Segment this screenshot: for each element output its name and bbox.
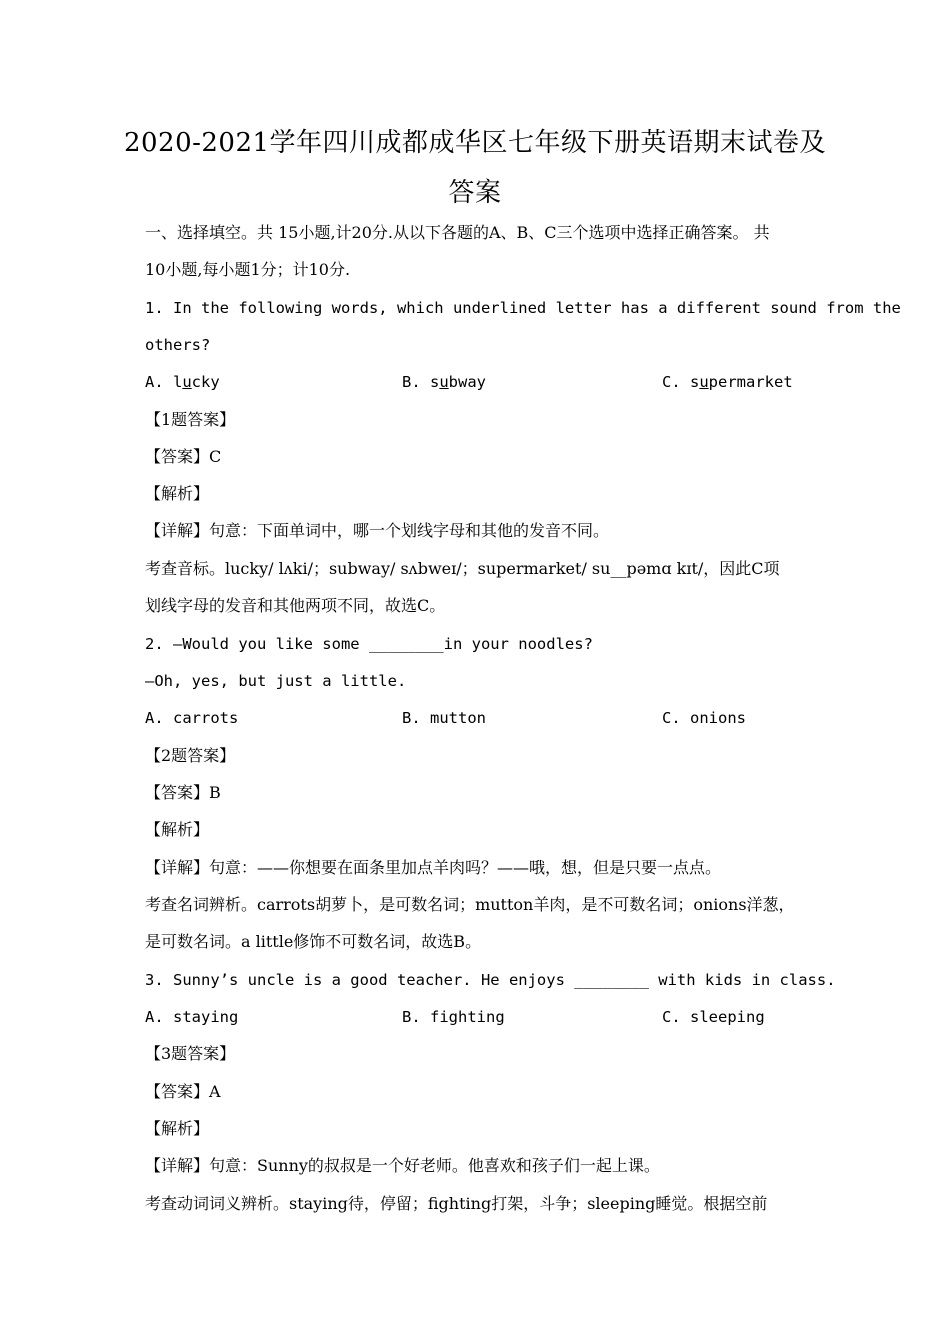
q3-answer: 【答案】A [145, 1082, 221, 1101]
section-instructions-line-1: 一、选择填空。共 15小题,计20分.从以下各题的A、B、C三个选项中选择正确答案。 共 [145, 223, 770, 242]
q3-analysis-label: 【解析】 [145, 1119, 210, 1138]
q1-option-a [145, 371, 220, 393]
q1-explanation-line-2: 划线字母的发音和其他两项不同，故选C。 [145, 596, 446, 615]
q1-stem-line-1: 1. In the following words, which underlined letter has a different sound from the [145, 299, 901, 317]
q1-option-c [662, 371, 793, 393]
q1-detail: 【详解】句意：下面单词中，哪一个划线字母和其他的发音不同。 [145, 521, 610, 540]
q1-stem-line-2: others? [145, 336, 211, 354]
q2-stem-line-2: —Oh, yes, but just a little. [145, 672, 407, 690]
q3-option-a: A. staying [145, 1008, 239, 1026]
q1-option-b-prefix: B. s [402, 373, 440, 391]
q2-option-b: B. mutton [402, 709, 486, 727]
section-instructions-line-2: 10小题,每小题1分；计10分. [145, 260, 351, 279]
q2-stem-line-1: 2. —Would you like some ________in your noodles? [145, 635, 593, 653]
q1-option-c-suffix: permarket [708, 373, 793, 391]
q1-option-a-suffix: cky [191, 373, 220, 391]
q3-explanation-line-1: 考查动词词义辨析。staying待，停留；fighting打架，斗争；sleeping睡觉。根据空前 [145, 1194, 768, 1213]
q2-answer-header: 【2题答案】 [145, 746, 236, 765]
q1-option-a-underlined-letter: u [182, 373, 192, 391]
q1-option-b [402, 371, 486, 393]
q1-option-b-underlined-letter: u [439, 373, 449, 391]
q3-answer-header: 【3题答案】 [145, 1044, 236, 1063]
q2-answer: 【答案】B [145, 783, 221, 802]
q1-answer-header: 【1题答案】 [145, 410, 236, 429]
q1-analysis-label: 【解析】 [145, 484, 210, 503]
q2-option-a: A. carrots [145, 709, 239, 727]
q3-option-c: C. sleeping [662, 1008, 765, 1026]
document-title-line-1: 2020-2021学年四川成都成华区七年级下册英语期末试卷及 [123, 128, 827, 158]
document-title-line-2: 答案 [448, 178, 502, 208]
q2-analysis-label: 【解析】 [145, 820, 210, 839]
q3-option-b: B. fighting [402, 1008, 505, 1026]
q1-answer: 【答案】C [145, 447, 222, 466]
q1-option-b-suffix: bway [448, 373, 486, 391]
q1-option-c-prefix: C. s [662, 373, 700, 391]
q1-option-a-prefix: A. l [145, 373, 183, 391]
q2-explanation-line-2: 是可数名词。a little修饰不可数名词，故选B。 [145, 932, 482, 951]
q3-stem-line-1: 3. Sunny’s uncle is a good teacher. He enjoys ________ with kids in class. [145, 971, 836, 989]
q1-option-c-underlined-letter: u [699, 373, 709, 391]
q2-option-c: C. onions [662, 709, 746, 727]
q3-detail: 【详解】句意：Sunny的叔叔是一个好老师。他喜欢和孩子们一起上课。 [145, 1156, 660, 1175]
q2-explanation-line-1: 考查名词辨析。carrots胡萝卜，是可数名词；mutton羊肉，是不可数名词；onions洋葱， [145, 895, 795, 914]
q1-explanation-line-1: 考查音标。lucky/ lʌki/；subway/ sʌbweɪ/；supermarket/ su__pəmɑ kɪt/，因此C项 [145, 559, 780, 578]
q2-detail: 【详解】句意：——你想要在面条里加点羊肉吗？——哦，想，但是只要一点点。 [145, 858, 722, 877]
